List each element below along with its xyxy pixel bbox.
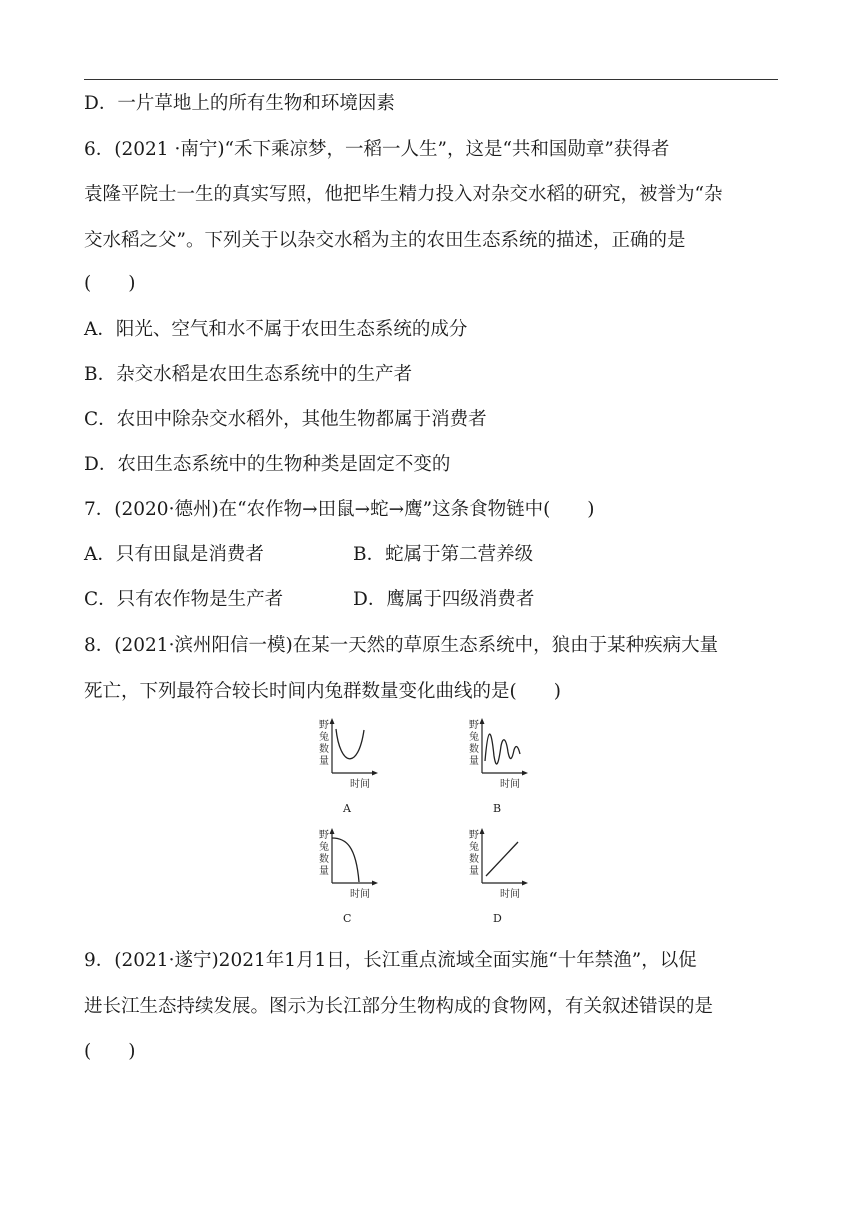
graph-b xyxy=(460,716,540,820)
x-label: 时间 xyxy=(350,889,370,900)
y-label-char: 兔 xyxy=(319,732,329,743)
question-7-options-row-1 xyxy=(84,543,778,567)
option-a-q6: A．阳光、空气和水不属于农田生态系统的成分 xyxy=(84,319,468,340)
x-axis-arrow xyxy=(372,881,378,886)
y-label-char: 量 xyxy=(469,756,479,767)
graph-c xyxy=(310,826,390,930)
panel-label: A xyxy=(343,802,351,815)
graph-d xyxy=(460,826,540,930)
y-label-char: 野 xyxy=(319,720,329,731)
top-rule xyxy=(84,79,778,80)
option-b-q6: B．杂交水稻是农田生态系统中的生产者 xyxy=(84,364,413,385)
option-a-q7: A．只有田鼠是消费者 xyxy=(84,544,264,565)
question-6-line-1: 6．(2021 ·南宁)“禾下乘凉梦，一稻一人生”，这是“共和国勋章”获得者 xyxy=(84,139,670,160)
y-label-char: 数 xyxy=(469,854,479,865)
x-label: 时间 xyxy=(500,889,520,900)
curve-d xyxy=(486,842,518,876)
y-label-char: 野 xyxy=(469,720,479,731)
curve-c xyxy=(332,838,359,882)
option-d-q6: D．农田生态系统中的生物种类是固定不变的 xyxy=(84,454,451,475)
option-c-q7: C．只有农作物是生产者 xyxy=(84,589,284,610)
y-label-char: 量 xyxy=(319,866,329,877)
question-6-line-3: 交水稻之父”。下列关于以杂交水稻为主的农田生态系统的描述，正确的是 xyxy=(84,230,686,251)
y-label-char: 野 xyxy=(319,830,329,841)
y-label-char: 量 xyxy=(469,866,479,877)
y-label-char: 数 xyxy=(319,744,329,755)
panel-label: C xyxy=(343,912,352,925)
option-d-q7: D．鹰属于四级消费者 xyxy=(353,589,535,610)
question-6-answer-blank: ( ) xyxy=(84,273,136,294)
curve-b xyxy=(485,734,520,764)
question-7-options-row-2 xyxy=(84,588,778,612)
question-8-line-1: 8．(2021·滨州阳信一模)在某一天然的草原生态系统中，狼由于某种疾病大量 xyxy=(84,635,719,656)
question-9-answer-blank: ( ) xyxy=(84,1041,136,1062)
question-9-line-2: 进长江生态持续发展。图示为长江部分生物构成的食物网，有关叙述错误的是 xyxy=(84,996,714,1017)
question-6-line-2: 袁隆平院士一生的真实写照，他把毕生精力投入对杂交水稻的研究，被誉为“杂 xyxy=(84,184,723,205)
graph-a xyxy=(310,716,390,820)
x-axis-arrow xyxy=(522,771,528,776)
option-c-q6: C．农田中除杂交水稻外，其他生物都属于消费者 xyxy=(84,409,487,430)
question-7: 7．(2020·德州)在“农作物→田鼠→蛇→鹰”这条食物链中( ) xyxy=(84,499,595,520)
y-label-char: 数 xyxy=(469,744,479,755)
y-label-char: 兔 xyxy=(469,732,479,743)
x-axis-arrow xyxy=(522,881,528,886)
panel-label: B xyxy=(493,802,502,815)
y-axis-arrow xyxy=(330,828,335,834)
y-label-char: 数 xyxy=(319,854,329,865)
panel-label: D xyxy=(493,912,502,925)
y-axis-arrow xyxy=(480,828,485,834)
x-label: 时间 xyxy=(500,779,520,790)
curve-a xyxy=(336,729,364,759)
x-axis-arrow xyxy=(372,771,378,776)
x-label: 时间 xyxy=(350,779,370,790)
option-b-q7: B．蛇属于第二营养级 xyxy=(353,544,534,565)
y-axis-arrow xyxy=(480,718,485,724)
question-9-line-1: 9．(2021·遂宁)2021年1月1日，长江重点流域全面实施“十年禁渔”，以促 xyxy=(84,950,697,971)
question-8-line-2: 死亡，下列最符合较长时间内兔群数量变化曲线的是( ) xyxy=(84,681,561,702)
y-label-char: 兔 xyxy=(469,842,479,853)
y-label-char: 野 xyxy=(469,830,479,841)
y-label-char: 兔 xyxy=(319,842,329,853)
option-d-q5: D．一片草地上的所有生物和环境因素 xyxy=(84,93,395,114)
y-label-char: 量 xyxy=(319,756,329,767)
y-axis-arrow xyxy=(330,718,335,724)
